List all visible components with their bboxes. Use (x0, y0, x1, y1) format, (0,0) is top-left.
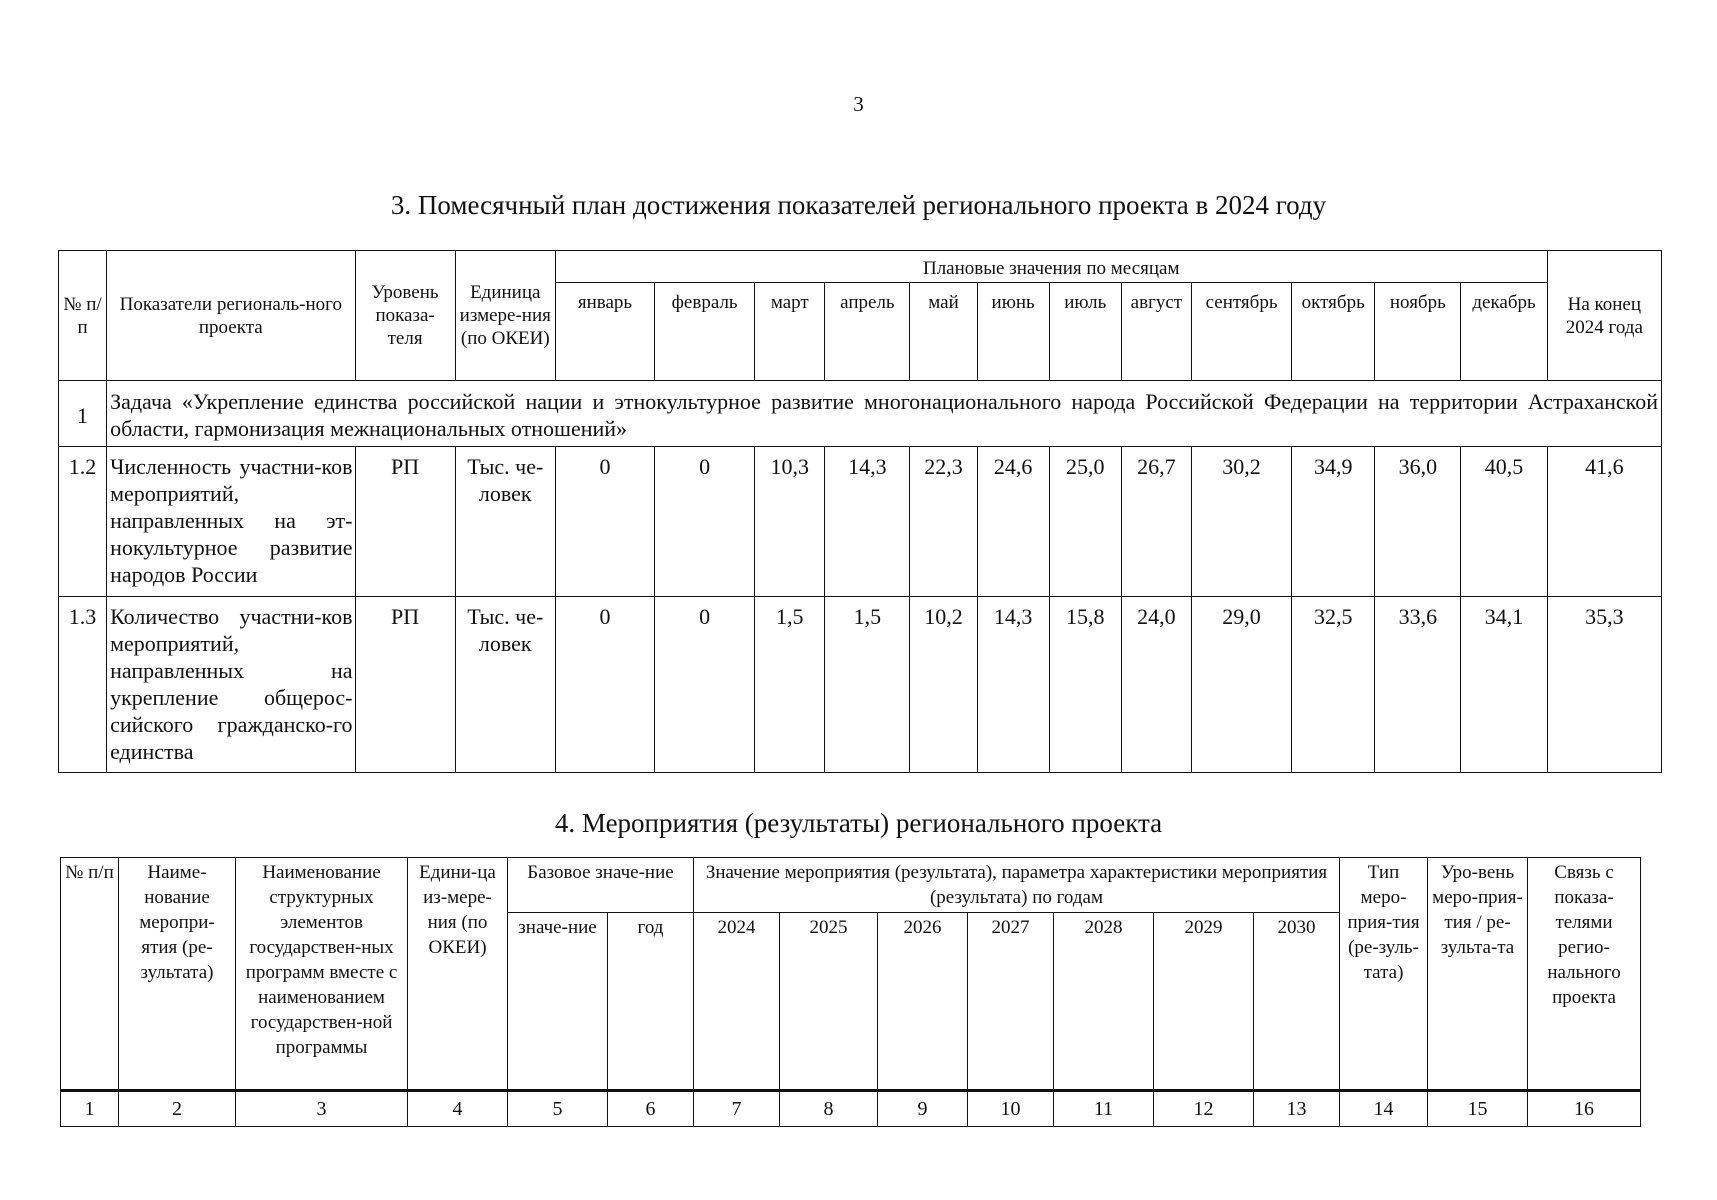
month-value: 36,0 (1375, 447, 1461, 597)
header-month: февраль (655, 283, 755, 381)
month-value: 1,5 (755, 597, 825, 773)
column-number: 9 (878, 1091, 968, 1127)
column-number: 11 (1054, 1091, 1154, 1127)
section-4-title: 4. Мероприятия (результаты) регионального проекта (554, 808, 1163, 838)
task-number: 1 (59, 381, 107, 447)
month-value: 15,8 (1049, 597, 1121, 773)
month-value: 34,9 (1292, 447, 1375, 597)
column-number: 16 (1528, 1091, 1641, 1127)
header-month: март (755, 283, 825, 381)
task-text: Задача «Укрепление единства российской нации и этнокультурное развитие многонационального народа Российской Федерации на территории Астраханской области, гармонизация межнациональных отношений» (107, 381, 1662, 447)
column-number: 3 (236, 1091, 408, 1127)
table-row (59, 597, 1662, 773)
header-month: апрель (825, 283, 910, 381)
month-value: 1,5 (825, 597, 910, 773)
column-number: 7 (694, 1091, 780, 1127)
header-month: май (910, 283, 977, 381)
header-row-1 (59, 251, 1662, 283)
header-indicator: Показатели региональ-ного проекта (107, 251, 355, 381)
section-3-title: 3. Помесячный план достижения показателей регионального проекта в 2024 году (390, 190, 1327, 220)
table-row (59, 447, 1662, 597)
indicator-level: РП (355, 447, 455, 597)
header-year-end: На конец 2024 года (1547, 251, 1661, 381)
month-value: 0 (555, 447, 654, 597)
row-number: 1.2 (59, 447, 107, 597)
activities-table (60, 857, 1641, 1127)
header-month: август (1121, 283, 1191, 381)
header-unit: Единица измере-ния (по ОКЕИ) (455, 251, 555, 381)
header-month: июнь (977, 283, 1049, 381)
column-number: 13 (1254, 1091, 1340, 1127)
indicator-level: РП (355, 597, 455, 773)
column-number: 15 (1428, 1091, 1528, 1127)
header-num: № п/п (61, 858, 119, 1091)
month-value: 40,5 (1461, 447, 1547, 597)
column-number: 10 (968, 1091, 1054, 1127)
header-month: декабрь (1461, 283, 1547, 381)
row-number: 1.3 (59, 597, 107, 773)
month-value: 0 (655, 447, 755, 597)
header-month: июль (1049, 283, 1121, 381)
header-year: 2028 (1054, 913, 1154, 1091)
header-year: 2024 (694, 913, 780, 1091)
month-value: 34,1 (1461, 597, 1547, 773)
month-value: 10,2 (910, 597, 977, 773)
header-year: 2027 (968, 913, 1054, 1091)
month-value: 14,3 (977, 597, 1049, 773)
monthly-plan-table (58, 250, 1662, 773)
header-month: сентябрь (1191, 283, 1291, 381)
header-base-value-year: год (608, 913, 694, 1091)
column-number: 8 (780, 1091, 878, 1127)
header-month: январь (555, 283, 654, 381)
header-month: октябрь (1292, 283, 1375, 381)
indicator-name: Численность участни-ков мероприятий, направленных на эт-нокультурное развитие народов России (107, 447, 355, 597)
header-year: 2025 (780, 913, 878, 1091)
column-number: 4 (408, 1091, 508, 1127)
month-value: 26,7 (1121, 447, 1191, 597)
header-structural-elements: Наименование структурных элементов государствен-ных программ вместе с наименованием государствен-ной программы (236, 858, 408, 1091)
header-link-indicators: Связь с показа-телями регио-нального проекта (1528, 858, 1641, 1091)
header-planned-values: Плановые значения по месяцам (555, 251, 1547, 283)
month-value: 32,5 (1292, 597, 1375, 773)
indicator-unit: Тыс. че-ловек (455, 447, 555, 597)
header-row-1 (61, 858, 1641, 913)
page-number: 3 (853, 92, 864, 116)
month-value: 29,0 (1191, 597, 1291, 773)
header-level: Уровень показа-теля (355, 251, 455, 381)
header-activity-type: Тип меро-прия-тия (ре-зуль-тата) (1340, 858, 1428, 1091)
column-number-row (61, 1091, 1641, 1127)
column-number: 6 (608, 1091, 694, 1127)
month-value: 10,3 (755, 447, 825, 597)
month-value: 24,6 (977, 447, 1049, 597)
column-number: 5 (508, 1091, 608, 1127)
header-year: 2026 (878, 913, 968, 1091)
month-value: 33,6 (1375, 597, 1461, 773)
column-number: 1 (61, 1091, 119, 1127)
year-end-value: 35,3 (1547, 597, 1661, 773)
header-year: 2029 (1154, 913, 1254, 1091)
header-num: № п/п (59, 251, 107, 381)
header-month: ноябрь (1375, 283, 1461, 381)
month-value: 25,0 (1049, 447, 1121, 597)
task-row (59, 381, 1662, 447)
indicator-name: Количество участни-ков мероприятий, направленных на укрепление общерос-сийского гражданско-го единства (107, 597, 355, 773)
column-number: 14 (1340, 1091, 1428, 1127)
header-base-value-value: значе-ние (508, 913, 608, 1091)
month-value: 14,3 (825, 447, 910, 597)
indicator-unit: Тыс. че-ловек (455, 597, 555, 773)
header-year: 2030 (1254, 913, 1340, 1091)
header-activity-level: Уро-вень меро-прия-тия / ре-зульта-та (1428, 858, 1528, 1091)
column-number: 2 (119, 1091, 236, 1127)
month-value: 30,2 (1191, 447, 1291, 597)
month-value: 24,0 (1121, 597, 1191, 773)
month-value: 0 (655, 597, 755, 773)
year-end-value: 41,6 (1547, 447, 1661, 597)
column-number: 12 (1154, 1091, 1254, 1127)
header-unit: Едини-ца из-мере-ния (по ОКЕИ) (408, 858, 508, 1091)
header-values-by-year: Значение мероприятия (результата), параметра характеристики мероприятия (результата) по годам (694, 858, 1340, 913)
header-activity-name: Наиме-нование меропри-ятия (ре-зультата) (119, 858, 236, 1091)
month-value: 0 (555, 597, 654, 773)
month-value: 22,3 (910, 447, 977, 597)
header-base-value: Базовое значе-ние (508, 858, 694, 913)
